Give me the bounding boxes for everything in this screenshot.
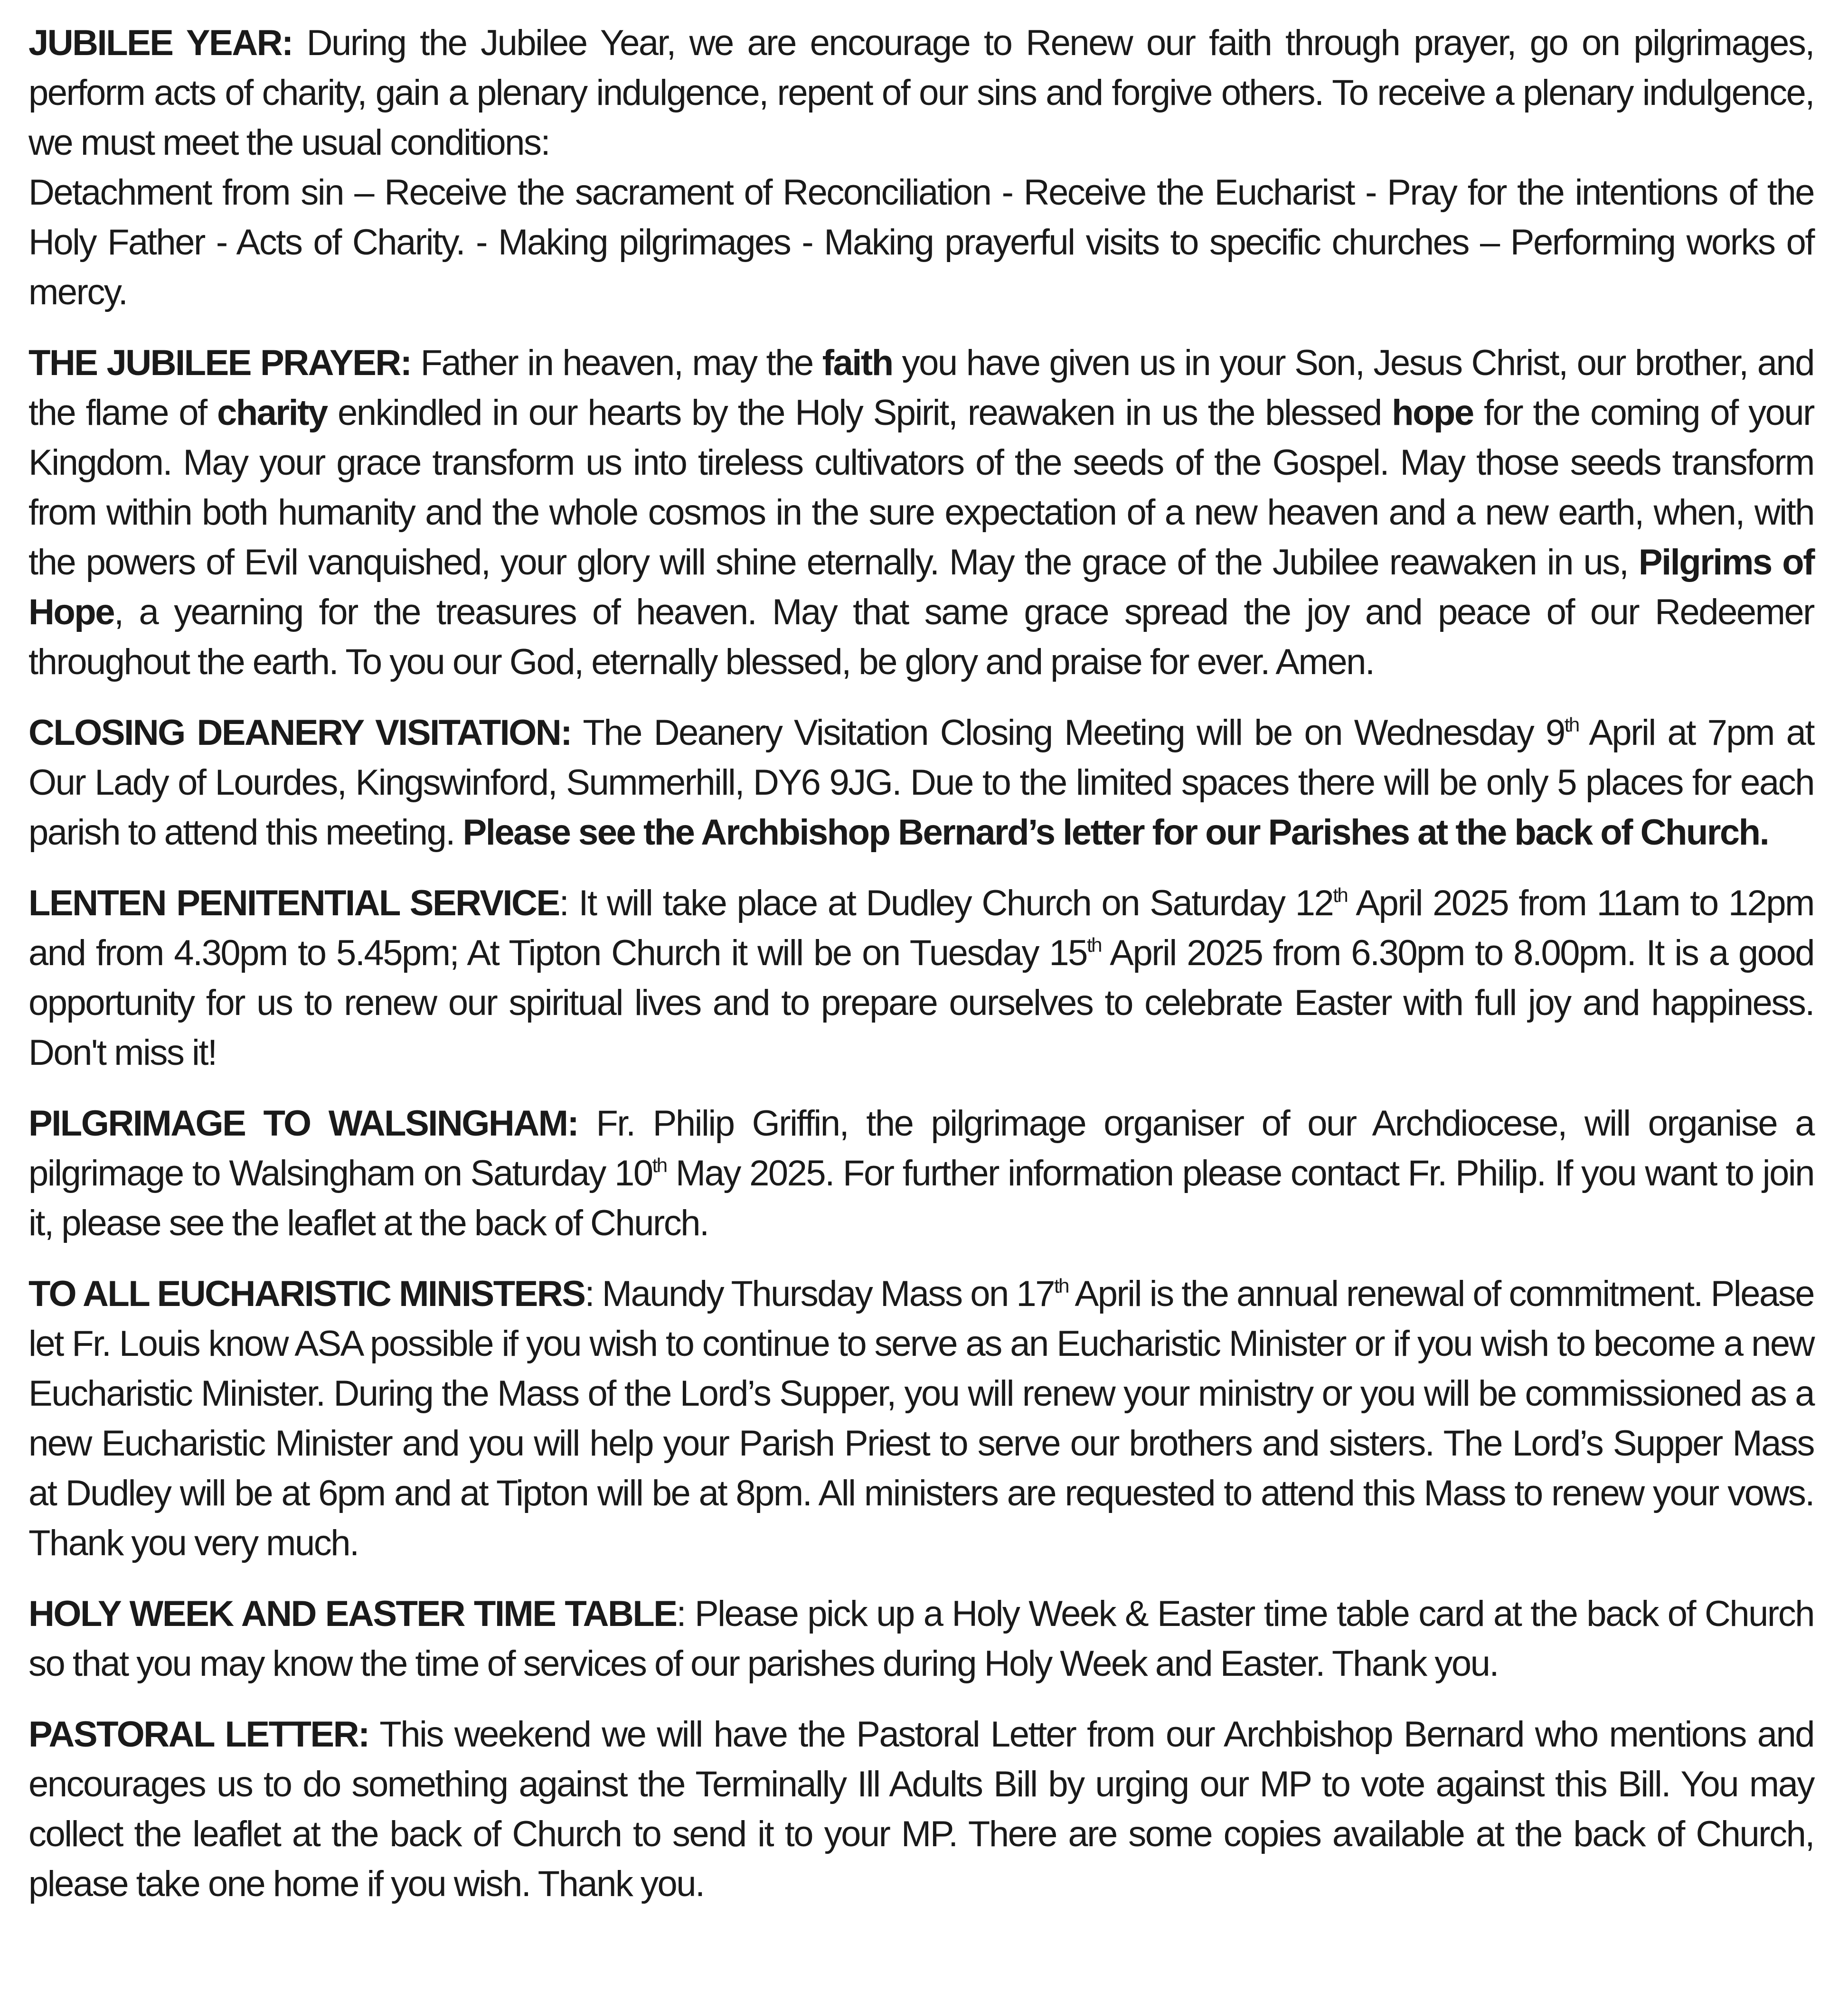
notice-walsingham-text: PILGRIMAGE TO WALSINGHAM: Fr. Philip Griffin, the pilgrimage organiser of our Archdiocese, will organise a pilgrimage to Walsingham on Saturday 10th May 2025. For further information please contact Fr. Philip. If you want to join it, please see the leaflet at the back of Church. [28, 1103, 1814, 1243]
notice-heading: THE JUBILEE PRAYER: [28, 343, 411, 383]
notice-heading: CLOSING DEANERY VISITATION: [28, 713, 572, 753]
emphasis-faith: faith [822, 343, 893, 383]
notice-jubilee-prayer [28, 338, 1814, 687]
notice-heading: LENTEN PENITENTIAL SERVICE [28, 883, 559, 923]
emphasis-hope: hope [1392, 393, 1473, 433]
notice-heading: HOLY WEEK AND EASTER TIME TABLE [28, 1594, 677, 1634]
notice-eucharistic-ministers [28, 1269, 1814, 1568]
notice-pilgrimage-walsingham [28, 1099, 1814, 1248]
notice-closing-deanery-visitation [28, 708, 1814, 857]
notice-jubilee-prayer-text: THE JUBILEE PRAYER: Father in heaven, may the faith you have given us in your Son, Jesus Christ, our brother, and the flame of charity enkindled in our hearts by the Holy Spirit, reawaken in us the blessed hope for the coming of your Kingdom. May your grace transform us into tireless cultivators of the seeds of the Gospel. May those seeds transform from within both humanity and the whole cosmos in the sure expectation of a new heaven and a new earth, when, with the powers of Evil vanquished, your glory will shine eternally. May the grace of the Jubilee reawaken in us, Pilgrims of Hope, a yearning for the treasures of heaven. May that same grace spread the joy and peace of our Redeemer throughout the earth. To you our God, eternally blessed, be glory and praise for ever. Amen. [28, 343, 1814, 682]
notice-deanery-text: CLOSING DEANERY VISITATION: The Deanery Visitation Closing Meeting will be on Wednesday 9th April at 7pm at Our Lady of Lourdes, Kingswinford, Summerhill, DY6 9JG. Due to the limited spaces there will be only 5 places for each parish to attend this meeting. Please see the Archbishop Bernard’s letter for our Parishes at the back of Church. [28, 713, 1814, 853]
newsletter-page [28, 18, 1814, 1930]
notice-heading: JUBILEE YEAR: [28, 23, 292, 63]
notice-heading: TO ALL EUCHARISTIC MINISTERS [28, 1274, 585, 1314]
notice-heading: PASTORAL LETTER: [28, 1714, 369, 1755]
notice-holy-week-timetable [28, 1589, 1814, 1689]
notice-jubilee-year [28, 18, 1814, 317]
emphasis-pilgrims-of-hope: Pilgrims of Hope [28, 542, 1814, 632]
notice-pastoral-letter [28, 1709, 1814, 1909]
notice-lenten-penitential-service [28, 878, 1814, 1078]
deanery-letter-note: Please see the Archbishop Bernard’s letter for our Parishes at the back of Church. [462, 812, 1769, 853]
notice-holy-week-text: HOLY WEEK AND EASTER TIME TABLE: Please pick up a Holy Week & Easter time table card at the back of Church so that you may know the time of services of our parishes during Holy Week and Easter. Thank you. [28, 1594, 1814, 1684]
notice-heading: PILGRIMAGE TO WALSINGHAM: [28, 1103, 578, 1144]
notice-jubilee-year-conditions: Detachment from sin – Receive the sacrament of Reconciliation - Receive the Eucharist - Pray for the intentions of the Holy Father - Acts of Charity. - Making pilgrimages - Making prayerful visits to specific churches – Performing works of mercy. [28, 172, 1814, 312]
notice-lenten-text: LENTEN PENITENTIAL SERVICE: It will take place at Dudley Church on Saturday 12th April 2025 from 11am to 12pm and from 4.30pm to 5.45pm; At Tipton Church it will be on Tuesday 15th April 2025 from 6.30pm to 8.00pm. It is a good opportunity for us to renew our spiritual lives and to prepare ourselves to celebrate Easter with full joy and happiness. Don't miss it! [28, 883, 1814, 1073]
notice-ministers-text: TO ALL EUCHARISTIC MINISTERS: Maundy Thursday Mass on 17th April is the annual renewal of commitment. Please let Fr. Louis know ASA possible if you wish to continue to serve as an Eucharistic Minister or if you wish to become a new Eucharistic Minister. During the Mass of the Lord’s Supper, you will renew your ministry or you will be commissioned as a new Eucharistic Minister and you will help your Parish Priest to serve our brothers and sisters. The Lord’s Supper Mass at Dudley will be at 6pm and at Tipton will be at 8pm. All ministers are requested to attend this Mass to renew your vows. Thank you very much. [28, 1274, 1814, 1563]
notice-jubilee-year-intro: JUBILEE YEAR: During the Jubilee Year, we are encourage to Renew our faith through prayer, go on pilgrimages, perform acts of charity, gain a plenary indulgence, repent of our sins and forgive others. To receive a plenary indulgence, we must meet the usual conditions: [28, 23, 1814, 163]
notice-pastoral-text: PASTORAL LETTER: This weekend we will have the Pastoral Letter from our Archbishop Bernard who mentions and encourages us to do something against the Terminally Ill Adults Bill by urging our MP to vote against this Bill. You may collect the leaflet at the back of Church to send it to your MP. There are some copies available at the back of Church, please take one home if you wish. Thank you. [28, 1714, 1814, 1904]
emphasis-charity: charity [217, 393, 327, 433]
